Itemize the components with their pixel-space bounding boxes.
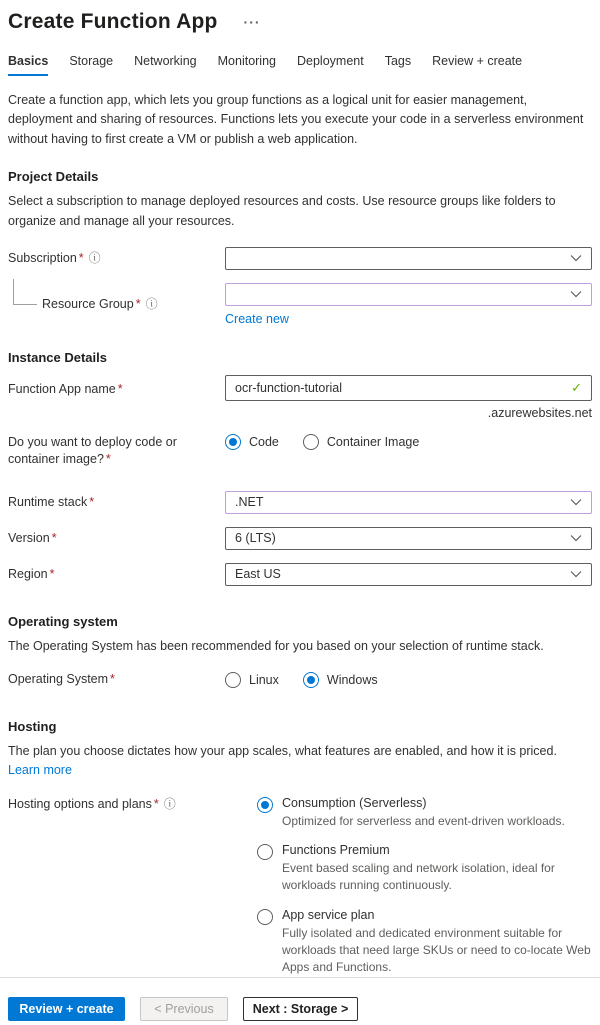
option-title: Consumption (Serverless) (282, 795, 427, 810)
region-label: Region * (8, 566, 55, 581)
tab-tags[interactable]: Tags (384, 54, 412, 68)
review-create-button[interactable]: Review + create (8, 997, 125, 1021)
info-icon[interactable]: ⓘ (163, 796, 176, 811)
blade-header (8, 10, 592, 34)
create-new-link[interactable]: Create new (225, 311, 289, 326)
hierarchy-connector (13, 279, 37, 305)
tab-monitoring[interactable]: Monitoring (217, 54, 276, 68)
subscription-label: Subscription * ⓘ (8, 250, 101, 265)
option-description: Fully isolated and dedicated environment suitable for workloads that need large SKUs or need to co-locate Web Apps and Functions. (282, 925, 591, 975)
radio-option-app-service-plan[interactable] (257, 908, 592, 977)
option-description: Optimized for serverless and event-driven workloads. (282, 813, 565, 828)
runtime-stack-value: .NET (235, 495, 264, 510)
radio-selected-icon (303, 672, 319, 688)
tab-review-create[interactable]: Review + create (432, 54, 523, 68)
version-dropdown[interactable] (225, 527, 592, 550)
runtime-stack-label: Runtime stack * (8, 494, 95, 509)
domain-suffix: .azurewebsites.net (487, 405, 592, 420)
deploy-mode-row (8, 434, 592, 469)
operating-system-radio-group (225, 672, 592, 688)
radio-selected-icon (257, 797, 273, 813)
option-title: Functions Premium (282, 842, 390, 857)
subscription-row (8, 247, 592, 270)
more-options-icon[interactable]: ··· (243, 14, 261, 30)
instance-details-heading: Instance Details (8, 349, 107, 365)
resource-group-dropdown[interactable] (225, 283, 592, 306)
radio-label: Windows (326, 673, 378, 687)
radio-option-windows[interactable] (303, 672, 378, 688)
required-asterisk: * (135, 296, 141, 311)
version-label: Version * (8, 530, 57, 545)
info-icon[interactable]: ⓘ (145, 296, 158, 311)
region-dropdown[interactable] (225, 563, 592, 586)
required-asterisk: * (153, 796, 159, 811)
chevron-down-icon (570, 290, 582, 298)
radio-unselected-icon (257, 844, 273, 860)
subscription-dropdown[interactable] (225, 247, 592, 270)
radio-unselected-icon (225, 672, 241, 688)
intro-text: Create a function app, which lets you group functions as a logical unit for easier management, deployment and sharing of resources. Functions lets you execute your code in a serverless environment without having to first create a VM or publish a web application. (8, 93, 584, 146)
function-app-name-label: Function App name * (8, 381, 123, 396)
required-asterisk: * (51, 530, 57, 545)
operating-system-row (8, 671, 592, 689)
radio-label: Linux (249, 673, 279, 687)
project-details-heading: Project Details (8, 169, 99, 185)
hosting-options-row (8, 796, 592, 977)
region-row (8, 563, 592, 586)
project-details-description: Select a subscription to manage deployed resources and costs. Use resource groups like folders to organize and manage all your resources. (8, 194, 556, 228)
chevron-down-icon (570, 254, 582, 262)
runtime-stack-row (8, 491, 592, 514)
info-icon[interactable]: ⓘ (88, 250, 101, 265)
radio-unselected-icon (303, 434, 319, 450)
hosting-heading: Hosting (8, 718, 57, 734)
radio-unselected-icon (257, 909, 273, 925)
region-value: East US (235, 567, 281, 582)
required-asterisk: * (110, 672, 115, 687)
option-title: App service plan (282, 907, 375, 922)
radio-option-linux[interactable] (225, 672, 279, 688)
deploy-mode-radio-group (225, 434, 592, 450)
previous-button[interactable]: < Previous (140, 997, 228, 1021)
tab-storage[interactable]: Storage (69, 54, 114, 68)
chevron-down-icon (570, 570, 582, 578)
tab-networking[interactable]: Networking (134, 54, 197, 68)
function-app-name-row (8, 375, 592, 420)
operating-system-description: The Operating System has been recommended for you based on your selection of runtime stack. (8, 638, 544, 653)
required-asterisk: * (49, 566, 55, 581)
required-asterisk: * (89, 494, 95, 509)
version-value: 6 (LTS) (235, 531, 276, 546)
radio-label: Code (249, 434, 279, 449)
runtime-stack-dropdown[interactable] (225, 491, 592, 514)
tab-deployment[interactable]: Deployment (297, 54, 364, 68)
radio-option-container-image[interactable] (303, 434, 419, 450)
learn-more-link[interactable]: Learn more (8, 763, 72, 778)
radio-option-functions-premium[interactable] (257, 843, 592, 895)
radio-option-code[interactable] (225, 434, 279, 450)
hosting-options-radio-group (257, 796, 592, 977)
next-storage-button[interactable]: Next : Storage > (243, 997, 358, 1021)
wizard-footer (0, 977, 600, 1025)
function-app-name-field (225, 375, 592, 401)
required-asterisk: * (78, 250, 84, 265)
function-app-name-input[interactable] (235, 381, 571, 395)
hosting-description: The plan you choose dictates how your app scales, what features are enabled, and how it is priced. Learn more (8, 743, 557, 778)
valid-check-icon: ✓ (571, 379, 582, 395)
tab-basics[interactable]: Basics (8, 51, 48, 76)
wizard-tabs (8, 51, 592, 76)
required-asterisk: * (105, 452, 111, 467)
chevron-down-icon (570, 498, 582, 506)
required-asterisk: * (117, 381, 123, 396)
deploy-mode-label: Do you want to deploy code or container image? * (8, 434, 177, 467)
resource-group-label: Resource Group * ⓘ (8, 296, 225, 314)
version-row (8, 527, 592, 550)
operating-system-label: Operating System * (8, 672, 115, 687)
chevron-down-icon (570, 534, 582, 542)
resource-group-row (8, 283, 592, 326)
hosting-options-label: Hosting options and plans * ⓘ (8, 796, 176, 811)
operating-system-heading: Operating system (8, 613, 118, 629)
radio-label: Container Image (326, 434, 420, 449)
page-title: Create Function App (8, 10, 218, 33)
radio-selected-icon (225, 434, 241, 450)
radio-option-consumption[interactable] (257, 796, 592, 830)
option-description: Event based scaling and network isolation, ideal for workloads running continuously. (282, 860, 555, 893)
